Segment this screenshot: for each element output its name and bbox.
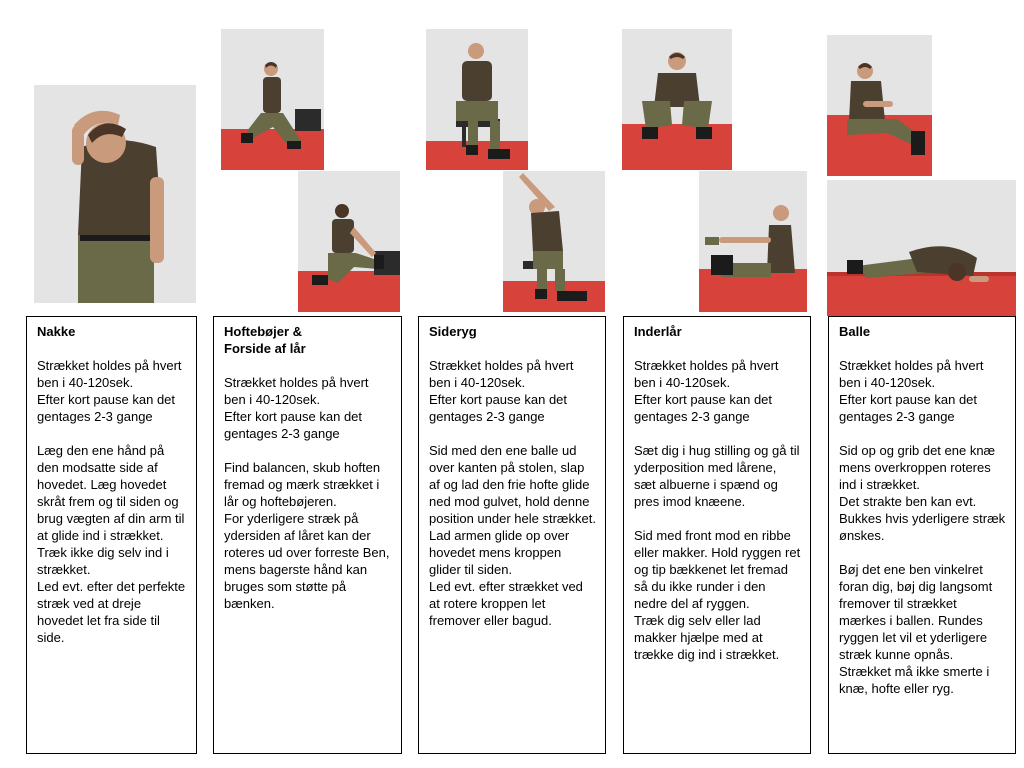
card-instructions: Læg den ene hånd på den modsatte side af hovedet. Læg hovedet skråt frem og til siden og brug vægten af din arm til at glide ind i strækket. Træk ikke dig selv ind i strækket. Led evt. efter det perfekte stræk ved at dreje hovedet let fra side til side.	[37, 443, 186, 645]
card-nakke	[26, 316, 197, 754]
card-inderlaar	[623, 316, 811, 754]
photo-balle-1	[827, 35, 932, 176]
card-sideryg	[418, 316, 606, 754]
photo-sideryg-2	[503, 171, 605, 312]
card-hold-text: Strækket holdes på hvert ben i 40-120sek. Efter kort pause kan det gentages 2-3 gange	[37, 358, 182, 424]
photo-inderlaar-1	[622, 29, 732, 170]
card-instructions: Sid med den ene balle ud over kanten på stolen, slap af og lad den frie hofte glide ned mod gulvet, hold denne position under hele strækket. Lad armen glide op over hovedet mens kroppen glider til siden. Led evt. efter strækket ved at rotere kroppen let fremover eller bagud.	[429, 443, 596, 628]
card-title: Sideryg	[429, 324, 477, 339]
card-title: Hoftebøjer & Forside af lår	[224, 324, 306, 356]
photo-balle-2	[827, 180, 1016, 316]
card-instructions: Sæt dig i hug stilling og gå til yderposition med lårene, sæt albuerne i spænd og pres imod knæene.	[634, 443, 800, 509]
card-instructions: Sid op og grib det ene knæ mens overkroppen roteres ind i strækket. Det strakte ben kan evt. Bukkes hvis yderligere stræk ønskes.	[839, 443, 1006, 543]
photo-inderlaar-2	[699, 171, 807, 312]
photo-nakke	[34, 85, 196, 303]
photo-hoftebojer-2	[298, 171, 400, 312]
card-title: Balle	[839, 324, 871, 339]
card-hold-text: Strækket holdes på hvert ben i 40-120sek. Efter kort pause kan det gentages 2-3 gange	[634, 358, 779, 424]
card-hoftebojer	[213, 316, 402, 754]
card-instructions-alt: Bøj det ene ben vinkelret foran dig, bøj dig langsomt fremover til strækket mærkes i ballen. Rundes ryggen let vil et yderligere stræk kunne opnås. Strækket må ikke smerte i knæ, hofte eller ryg.	[839, 562, 993, 696]
card-hold-text: Strækket holdes på hvert ben i 40-120sek. Efter kort pause kan det gentages 2-3 gange	[839, 358, 984, 424]
card-instructions: Find balancen, skub hoften fremad og mærk strækket i lår og hoftebøjeren. For yderligere stræk på ydersiden af låret kan der roteres ud over forreste Ben, mens bagerste hånd kan bruges som støtte på bænken.	[224, 460, 390, 611]
card-hold-text: Strækket holdes på hvert ben i 40-120sek. Efter kort pause kan det gentages 2-3 gange	[224, 375, 369, 441]
card-hold-text: Strækket holdes på hvert ben i 40-120sek. Efter kort pause kan det gentages 2-3 gange	[429, 358, 574, 424]
photo-sideryg-1	[426, 29, 528, 170]
card-title: Inderlår	[634, 324, 682, 339]
card-title: Nakke	[37, 324, 76, 339]
card-balle	[828, 316, 1016, 754]
card-instructions-alt: Sid med front mod en ribbe eller makker. Hold ryggen ret og tip bækkenet let fremad så du ikke runder i den nedre del af ryggen. Træk dig selv eller lad makker hjælpe med at trække dig ind i strækket.	[634, 528, 801, 662]
photo-hoftebojer-1	[221, 29, 324, 170]
